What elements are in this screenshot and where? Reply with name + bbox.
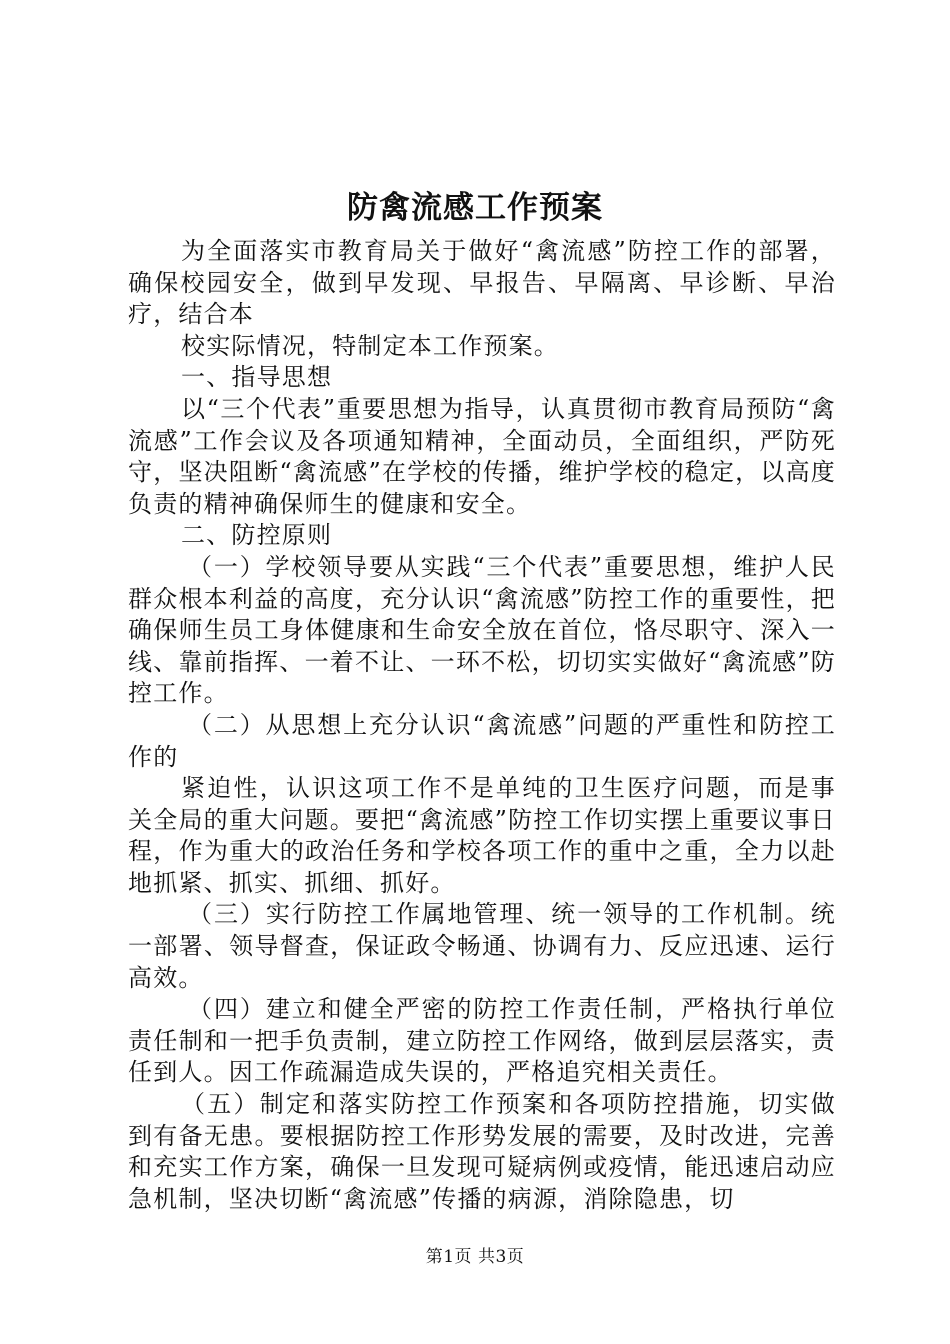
section-heading-principles: 二、防控原则 (181, 521, 333, 550)
paragraph-principle-5: （五）制定和落实防控工作预案和各项防控措施，切实做到有备无患。要根据防控工作形势发展的需要，及时改进，完善和充实工作方案，确保一旦发现可疑病例或疫情，能迅速启动应急机制，坚决切断“禽流感”传播的病源，消除隐患，切 (128, 1090, 836, 1213)
paragraph-principle-4: （四）建立和健全严密的防控工作责任制，严格执行单位责任制和一把手负责制，建立防控工作网络，做到层层落实，责任到人。因工作疏漏造成失误的，严格追究相关责任。 (128, 995, 836, 1087)
paragraph-guiding-thought: 以“三个代表”重要思想为指导，认真贯彻市教育局预防“禽流感”工作会议及各项通知精神，全面动员，全面组织，严防死守，坚决阻断“禽流感”在学校的传播，维护学校的稳定，以高度负责的精神确保师生的健康和安全。 (128, 394, 836, 518)
paragraph-principle-3: （三）实行防控工作属地管理、统一领导的工作机制。统一部署、领导督查，保证政令畅通、协调有力、反应迅速、运行高效。 (128, 900, 836, 992)
document-body (128, 236, 836, 1215)
paragraph-principle-2: （二）从思想上充分认识“禽流感”问题的严重性和防控工作的 (128, 710, 836, 771)
paragraph-intro: 为全面落实市教育局关于做好“禽流感”防控工作的部署，确保校园安全，做到早发现、早报告、早隔离、早诊断、早治疗，结合本 (128, 237, 836, 329)
paragraph-principle-2-continued: 紧迫性，认识这项工作不是单纯的卫生医疗问题，而是事关全局的重大问题。要把“禽流感”防控工作切实摆上重要议事日程，作为重大的政治任务和学校各项工作的重中之重，全力以赴地抓紧、抓实、抓细、抓好。 (128, 774, 836, 897)
paragraph-principle-1: （一）学校领导要从实践“三个代表”重要思想，维护人民群众根本利益的高度，充分认识“禽流感”防控工作的重要性，把确保师生员工身体健康和生命安全放在首位，恪尽职守、深入一线、靠前指挥、一着不让、一环不松，切切实实做好“禽流感”防控工作。 (128, 552, 836, 708)
section-heading-guiding-thought: 一、指导思想 (181, 363, 333, 392)
paragraph-intro-continued: 校实际情况，特制定本工作预案。 (181, 331, 559, 360)
document-title: 防禽流感工作预案 (347, 190, 603, 226)
page-footer: 第1页 共3页 (425, 1247, 525, 1267)
